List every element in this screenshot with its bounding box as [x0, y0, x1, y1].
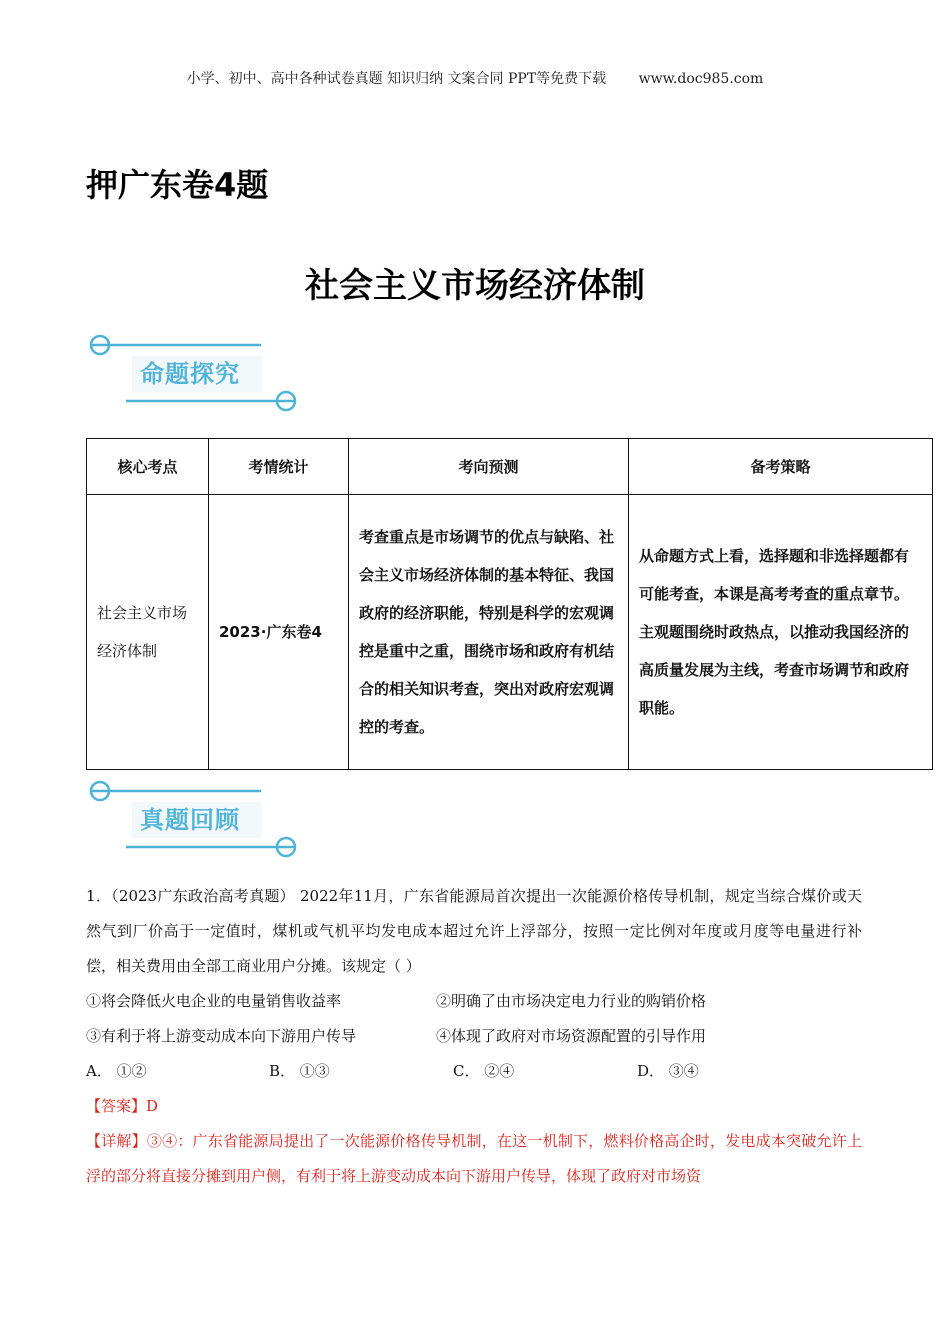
question-block: [86, 879, 862, 1194]
cell-forecast: 考查重点是市场调节的优点与缺陷、社会主义市场经济体制的基本特征、我国政府的经济职能，特别是科学的宏观调控是重中之重，围绕市场和政府有机结合的相关知识考查，突出对政府宏观调控的考查。: [349, 495, 629, 770]
table-row: [87, 495, 933, 770]
explanation-text: 【详解】③④：广东省能源局提出了一次能源价格传导机制，在这一机制下，燃料价格高企时，发电成本突破允许上浮的部分将直接分摊到用户侧，有利于将上游变动成本向下游用户传导，体现了政府对市场资: [86, 1132, 862, 1185]
table-header-row: [87, 439, 933, 495]
banner-review-label: 真题回顾: [140, 806, 240, 834]
doc-title: 押广东卷4题: [86, 166, 269, 204]
option-1: ①将会降低火电企业的电量销售收益率: [86, 992, 342, 1010]
option-2: ②明确了由市场决定电力行业的购销价格: [436, 992, 707, 1010]
choice-a: A． ①②: [86, 1062, 147, 1080]
banner-proposition-label: 命题探究: [140, 360, 240, 388]
cell-topic: 社会主义市场经济体制: [87, 495, 209, 770]
choice-c: C． ②④: [453, 1062, 515, 1080]
header-forecast: 考向预测: [349, 439, 629, 495]
exam-overview-table: [86, 438, 933, 770]
choice-b: B． ①③: [269, 1062, 330, 1080]
header-site-link[interactable]: www.doc985.com: [638, 71, 764, 87]
cell-statistic: 2023·广东卷4: [209, 495, 349, 770]
header-core-point: 核心考点: [87, 439, 209, 495]
main-title: 社会主义市场经济体制: [305, 266, 645, 306]
header-strategy: 备考策略: [629, 439, 933, 495]
page-header: [0, 68, 950, 88]
answer-line: 【答案】D: [86, 1097, 159, 1115]
option-row: [86, 1019, 862, 1054]
choice-row: [86, 1054, 862, 1089]
option-row: [86, 984, 862, 1019]
header-statistics: 考情统计: [209, 439, 349, 495]
header-text: 小学、初中、高中各种试卷真题 知识归纳 文案合同 PPT等免费下载: [186, 71, 607, 87]
cell-strategy: 从命题方式上看，选择题和非选择题都有可能考查，本课是高考考查的重点章节。主观题围绕时政热点，以推动我国经济的高质量发展为主线，考查市场调节和政府职能。: [629, 495, 933, 770]
banner-proposition: [86, 326, 306, 418]
question-stem: 1．（2023广东政治高考真题） 2022年11月，广东省能源局首次提出一次能源价格传导机制，规定当综合煤价或天然气到厂价高于一定值时，煤机或气机平均发电成本超过允许上浮部分，按照一定比例对年度或月度等电量进行补偿，相关费用由全部工商业用户分摊。该规定（ ）: [86, 887, 862, 975]
option-3: ③有利于将上游变动成本向下游用户传导: [86, 1027, 357, 1045]
option-4: ④体现了政府对市场资源配置的引导作用: [436, 1027, 707, 1045]
choice-d: D． ③④: [637, 1062, 699, 1080]
banner-review: [86, 772, 306, 864]
